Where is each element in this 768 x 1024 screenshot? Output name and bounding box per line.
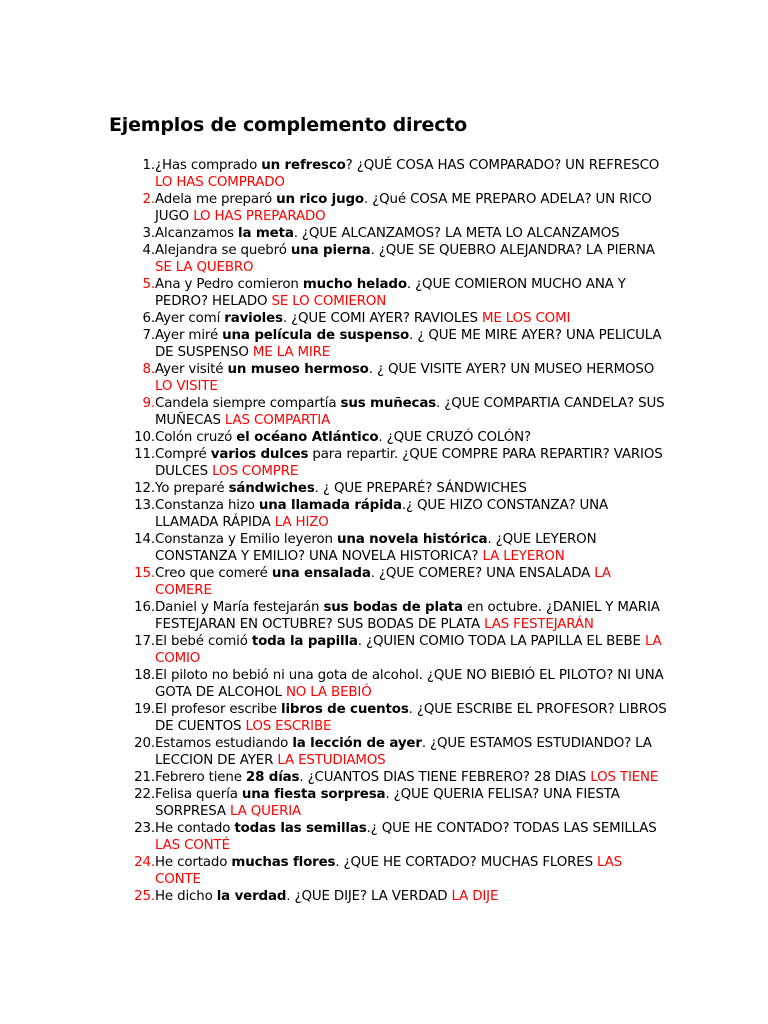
item-answer: LO VISITE [155, 379, 218, 394]
item-answer: LA DIJE [451, 889, 499, 904]
item-sentence-start: Yo preparé [155, 481, 229, 496]
item-question: . ¿ QUE PREPARÉ? SÁNDWICHES [314, 481, 527, 496]
item-question: . ¿QUE COMIERON MUCHO ANA Y PEDRO? HELADO [155, 277, 626, 309]
list-item [108, 735, 668, 769]
item-number: 20. [134, 736, 155, 751]
item-question: . ¿ QUE ME MIRE AYER? UNA PELICULA DE SUSPENSO [155, 328, 662, 360]
item-answer: LA QUERIA [230, 804, 302, 819]
item-number: 11. [134, 447, 155, 462]
list-item [108, 531, 668, 565]
item-sentence-start: El piloto no bebió ni una gota de alcohol. ¿QUE NO BIEBIÓ EL PILOTO? NI UNA GOTA DE ALCOHOL [155, 668, 664, 700]
item-answer: ME LA MIRE [252, 345, 331, 360]
item-sentence-start: He cortado [155, 855, 232, 870]
item-question: . ¿CUANTOS DIAS TIENE FEBRERO? 28 DIAS [299, 770, 591, 785]
list-item [108, 225, 668, 242]
direct-object: libros de cuentos [281, 702, 409, 717]
item-number: 7. [142, 328, 155, 343]
item-sentence-start: Febrero tiene [155, 770, 246, 785]
list-item [108, 769, 668, 786]
item-answer: SE LA QUEBRO [155, 260, 254, 275]
item-question: . ¿QUE ESCRIBE EL PROFESOR? LIBROS DE CUENTOS [155, 702, 667, 734]
direct-object: un rico jugo [276, 192, 364, 207]
item-answer: LA HIZO [274, 515, 329, 530]
list-item [108, 327, 668, 361]
item-number: 1. [142, 158, 155, 173]
item-text [155, 225, 668, 242]
item-question: . ¿QUE QUERIA FELISA? UNA FIESTA SORPRESA [155, 787, 620, 819]
item-number: 18. [134, 668, 155, 683]
item-sentence-start: Estamos estudiando [155, 736, 293, 751]
item-sentence-start: Felisa quería [155, 787, 242, 802]
direct-object: muchas flores [231, 855, 336, 870]
item-number: 5. [142, 277, 155, 292]
item-text [155, 735, 668, 769]
list-item [108, 599, 668, 633]
item-answer: LAS COMPARTIA [224, 413, 331, 428]
item-sentence-start: Alejandra se quebró [155, 243, 291, 258]
examples-list [108, 157, 668, 905]
item-text [155, 395, 668, 429]
direct-object: un museo hermoso [227, 362, 369, 377]
direct-object: mucho helado [302, 277, 407, 292]
item-text [155, 157, 668, 191]
item-text [155, 191, 668, 225]
item-answer: LAS FESTEJARÁN [484, 617, 594, 632]
item-text [155, 480, 668, 497]
direct-object: ravioles [224, 311, 283, 326]
item-text [155, 786, 668, 820]
item-sentence-start: Constanza y Emilio leyeron [155, 532, 337, 547]
item-text [155, 888, 668, 905]
item-number: 3. [142, 226, 155, 241]
item-answer: LO HAS COMPRADO [155, 175, 285, 190]
item-answer: NO LA BEBIÓ [285, 685, 372, 700]
item-sentence-start: Ayer comí [155, 311, 225, 326]
item-sentence-start: Creo que comeré [155, 566, 272, 581]
list-item [108, 701, 668, 735]
item-question: en octubre. ¿DANIEL Y MARIA FESTEJARAN EN OCTUBRE? SUS BODAS DE PLATA [155, 600, 660, 632]
item-sentence-start: Adela me preparó [155, 192, 277, 207]
item-question: . ¿QUE ESTAMOS ESTUDIANDO? LA LECCION DE AYER [155, 736, 652, 768]
item-number: 6. [142, 311, 155, 326]
direct-object: la meta [238, 226, 294, 241]
item-number: 21. [134, 770, 155, 785]
item-number: 8. [142, 362, 155, 377]
item-number: 4. [142, 243, 155, 258]
direct-object: una película de suspenso [222, 328, 410, 343]
direct-object: 28 días [245, 770, 300, 785]
item-text [155, 242, 668, 276]
item-sentence-start: He dicho [155, 889, 217, 904]
item-sentence-start: Alcanzamos [155, 226, 238, 241]
item-sentence-start: Constanza hizo [155, 498, 259, 513]
list-item [108, 191, 668, 225]
item-sentence-start: Colón cruzó [155, 430, 237, 445]
list-item [108, 633, 668, 667]
direct-object: una llamada rápida [258, 498, 402, 513]
item-sentence-start: ¿Has comprado [155, 158, 262, 173]
item-number: 10. [134, 430, 155, 445]
item-number: 14. [134, 532, 155, 547]
item-text [155, 769, 668, 786]
item-answer: LOS COMPRE [212, 464, 299, 479]
item-number: 2. [142, 192, 155, 207]
item-sentence-start: Ayer visité [155, 362, 228, 377]
item-text [155, 361, 668, 395]
direct-object: el océano Atlántico [236, 430, 379, 445]
list-item [108, 888, 668, 905]
item-text [155, 429, 668, 446]
item-number: 22. [134, 787, 155, 802]
list-item [108, 276, 668, 310]
direct-object: sándwiches [228, 481, 315, 496]
list-item [108, 242, 668, 276]
item-text [155, 599, 668, 633]
list-item [108, 667, 668, 701]
item-answer: LO HAS PREPARADO [193, 209, 326, 224]
item-number: 12. [134, 481, 155, 496]
list-item [108, 786, 668, 820]
item-text [155, 667, 668, 701]
item-text [155, 446, 668, 480]
item-answer: LOS ESCRIBE [245, 719, 332, 734]
item-number: 17. [134, 634, 155, 649]
item-answer: LAS CONTÉ [155, 838, 230, 853]
direct-object: sus muñecas [340, 396, 437, 411]
list-item [108, 497, 668, 531]
item-question: . ¿QUE SE QUEBRO ALEJANDRA? LA PIERNA [370, 243, 655, 258]
item-number: 15. [134, 566, 155, 581]
item-question: . ¿QUE DIJE? LA VERDAD [286, 889, 452, 904]
item-sentence-start: El bebé comió [155, 634, 252, 649]
item-text [155, 820, 668, 854]
item-text [155, 701, 668, 735]
item-sentence-start: Candela siempre compartía [155, 396, 341, 411]
list-item [108, 429, 668, 446]
item-text [155, 276, 668, 310]
list-item [108, 446, 668, 480]
direct-object: la verdad [216, 889, 287, 904]
item-question: . ¿QUE COMI AYER? RAVIOLES [282, 311, 482, 326]
item-sentence-start: Ana y Pedro comieron [155, 277, 303, 292]
item-text [155, 633, 668, 667]
direct-object: una pierna [290, 243, 371, 258]
item-sentence-start: He contado [155, 821, 235, 836]
item-answer: SE LO COMIERON [271, 294, 387, 309]
item-number: 25. [134, 889, 155, 904]
direct-object: sus bodas de plata [323, 600, 463, 615]
item-question: .¿ QUE HIZO CONSTANZA? UNA LLAMADA RÁPIDA [155, 498, 609, 530]
list-item [108, 157, 668, 191]
item-number: 24. [134, 855, 155, 870]
item-number: 23. [134, 821, 155, 836]
item-question: . ¿QUE LEYERON CONSTANZA Y EMILIO? UNA NOVELA HISTORICA? [155, 532, 597, 564]
item-text [155, 565, 668, 599]
list-item [108, 820, 668, 854]
item-question: . ¿QUE COMPARTIA CANDELA? SUS MUÑECAS [155, 396, 665, 428]
item-answer: LOS TIENE [590, 770, 659, 785]
item-answer: LA ESTUDIAMOS [277, 753, 386, 768]
item-text [155, 497, 668, 531]
list-item [108, 361, 668, 395]
direct-object: un refresco [261, 158, 346, 173]
direct-object: una ensalada [271, 566, 371, 581]
item-answer: LA LEYERON [482, 549, 565, 564]
item-number: 13. [134, 498, 155, 513]
direct-object: una fiesta sorpresa [241, 787, 386, 802]
document-title: Ejemplos de complemento directo [109, 114, 468, 136]
item-question: para repartir. ¿QUE COMPRE PARA REPARTIR? VARIOS DULCES [155, 447, 663, 479]
list-item [108, 565, 668, 599]
direct-object: toda la papilla [251, 634, 358, 649]
item-question: .¿ QUE HE CONTADO? TODAS LAS SEMILLAS [366, 821, 657, 836]
item-question: . ¿QUIEN COMIO TODA LA PAPILLA EL BEBE [357, 634, 645, 649]
item-sentence-start: Daniel y María festejarán [155, 600, 324, 615]
item-question: . ¿QUE COMERE? UNA ENSALADA [370, 566, 595, 581]
direct-object: varios dulces [210, 447, 309, 462]
item-question: ? ¿QUÉ COSA HAS COMPARADO? UN REFRESCO [345, 158, 660, 173]
item-text [155, 310, 668, 327]
item-question: . ¿QUE CRUZÓ COLÓN? [378, 430, 531, 445]
item-answer: LA COMERE [155, 566, 611, 598]
item-sentence-start: Ayer miré [155, 328, 223, 343]
item-number: 19. [134, 702, 155, 717]
item-question: . ¿QUE ALCANZAMOS? LA META LO ALCANZAMOS [293, 226, 620, 241]
item-question: . ¿Qué COSA ME PREPARO ADELA? UN RICO JUGO [155, 192, 652, 224]
item-answer: LAS CONTE [155, 855, 623, 887]
item-text [155, 327, 668, 361]
item-question: . ¿ QUE VISITE AYER? UN MUSEO HERMOSO [368, 362, 655, 377]
direct-object: una novela histórica [336, 532, 488, 547]
direct-object: todas las semillas [234, 821, 367, 836]
list-item [108, 310, 668, 327]
item-sentence-start: Compré [155, 447, 211, 462]
item-text [155, 854, 668, 888]
item-question: . ¿QUE HE CORTADO? MUCHAS FLORES [335, 855, 598, 870]
list-item [108, 395, 668, 429]
item-answer: ME LOS COMI [481, 311, 571, 326]
direct-object: la lección de ayer [292, 736, 422, 751]
item-number: 16. [134, 600, 155, 615]
item-sentence-start: El profesor escribe [155, 702, 282, 717]
item-number: 9. [142, 396, 155, 411]
item-answer: LA COMIO [155, 634, 662, 666]
item-text [155, 531, 668, 565]
list-item [108, 854, 668, 888]
list-item [108, 480, 668, 497]
